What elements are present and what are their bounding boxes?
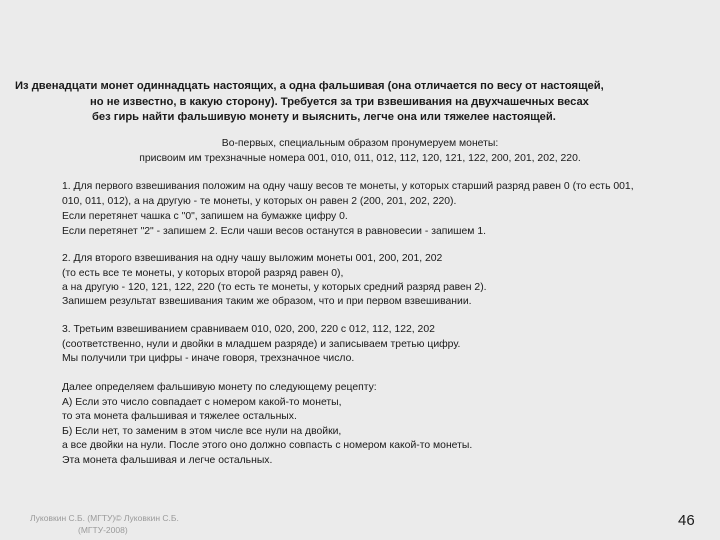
intro-line-1: Во-первых, специальным образом пронумеруем монеты:	[221, 138, 499, 149]
step3-line-3: Мы получили три цифры - иначе говоря, трехзначное число.	[62, 353, 355, 364]
title-line-1: Из двенадцати монет одиннадцать настоящих, а одна фальшивая (она отличается по весу от настоящей,	[15, 80, 604, 92]
recipe-line-4: Б) Если нет, то заменим в этом числе все нули на двойки,	[62, 426, 342, 437]
recipe-line-5: а все двойки на нули. После этого оно должно совпасть с номером какой-то монеты.	[62, 440, 473, 451]
recipe-line-3: то эта монета фальшивая и тяжелее остальных.	[62, 411, 297, 422]
title-line-3: без гирь найти фальшивую монету и выяснить, легче она или тяжелее настоящей.	[92, 111, 556, 123]
step1-line-1: 1. Для первого взвешивания положим на одну чашу весов те монеты, у которых старший разряд равен 0 (то есть 001,	[62, 181, 634, 192]
recipe-line-2: А) Если это число совпадает с номером какой-то монеты,	[62, 397, 342, 408]
footer-author-line-1: Луковкин С.Б. (МГТУ)© Луковкин С.Б.	[30, 513, 179, 523]
step2-line-4: Запишем результат взвешивания таким же образом, что и при первом взвешивании.	[62, 296, 472, 307]
intro-line-2: присвоим им трехзначные номера 001, 010, 011, 012, 112, 120, 121, 122, 200, 201, 202, 220.	[139, 153, 581, 164]
recipe-line-1: Далее определяем фальшивую монету по следующему рецепту:	[62, 382, 377, 393]
step1-line-3: Если перетянет чашка с "0", запишем на бумажке цифру 0.	[62, 211, 348, 222]
footer-author-line-2: (МГТУ-2008)	[78, 525, 128, 535]
title-line-2: но не известно, в какую сторону). Требуется за три взвешивания на двухчашечных весах	[90, 96, 589, 108]
step1-line-4: Если перетянет "2" - запишем 2. Если чаши весов останутся в равновесии - запишем 1.	[62, 226, 486, 237]
footer-author	[30, 512, 179, 536]
step2-line-2: (то есть все те монеты, у которых второй разряд равен 0),	[62, 268, 344, 279]
step2-line-3: а на другую - 120, 121, 122, 220 (то есть те монеты, у которых средний разряд равен 2).	[62, 282, 487, 293]
step3-line-1: 3. Третьим взвешиванием сравниваем 010, 020, 200, 220 с 012, 112, 122, 202	[62, 324, 435, 335]
step3-line-2: (соответственно, нули и двойки в младшем разряде) и записываем третью цифру.	[62, 339, 461, 350]
step2-line-1: 2. Для второго взвешивания на одну чашу выложим монеты 001, 200, 201, 202	[62, 253, 443, 264]
page-number: 46	[678, 512, 695, 529]
recipe-line-6: Эта монета фальшивая и легче остальных.	[62, 455, 273, 466]
step1-line-2: 010, 011, 012), а на другую - те монеты, у которых он равен 2 (200, 201, 202, 220).	[62, 196, 457, 207]
